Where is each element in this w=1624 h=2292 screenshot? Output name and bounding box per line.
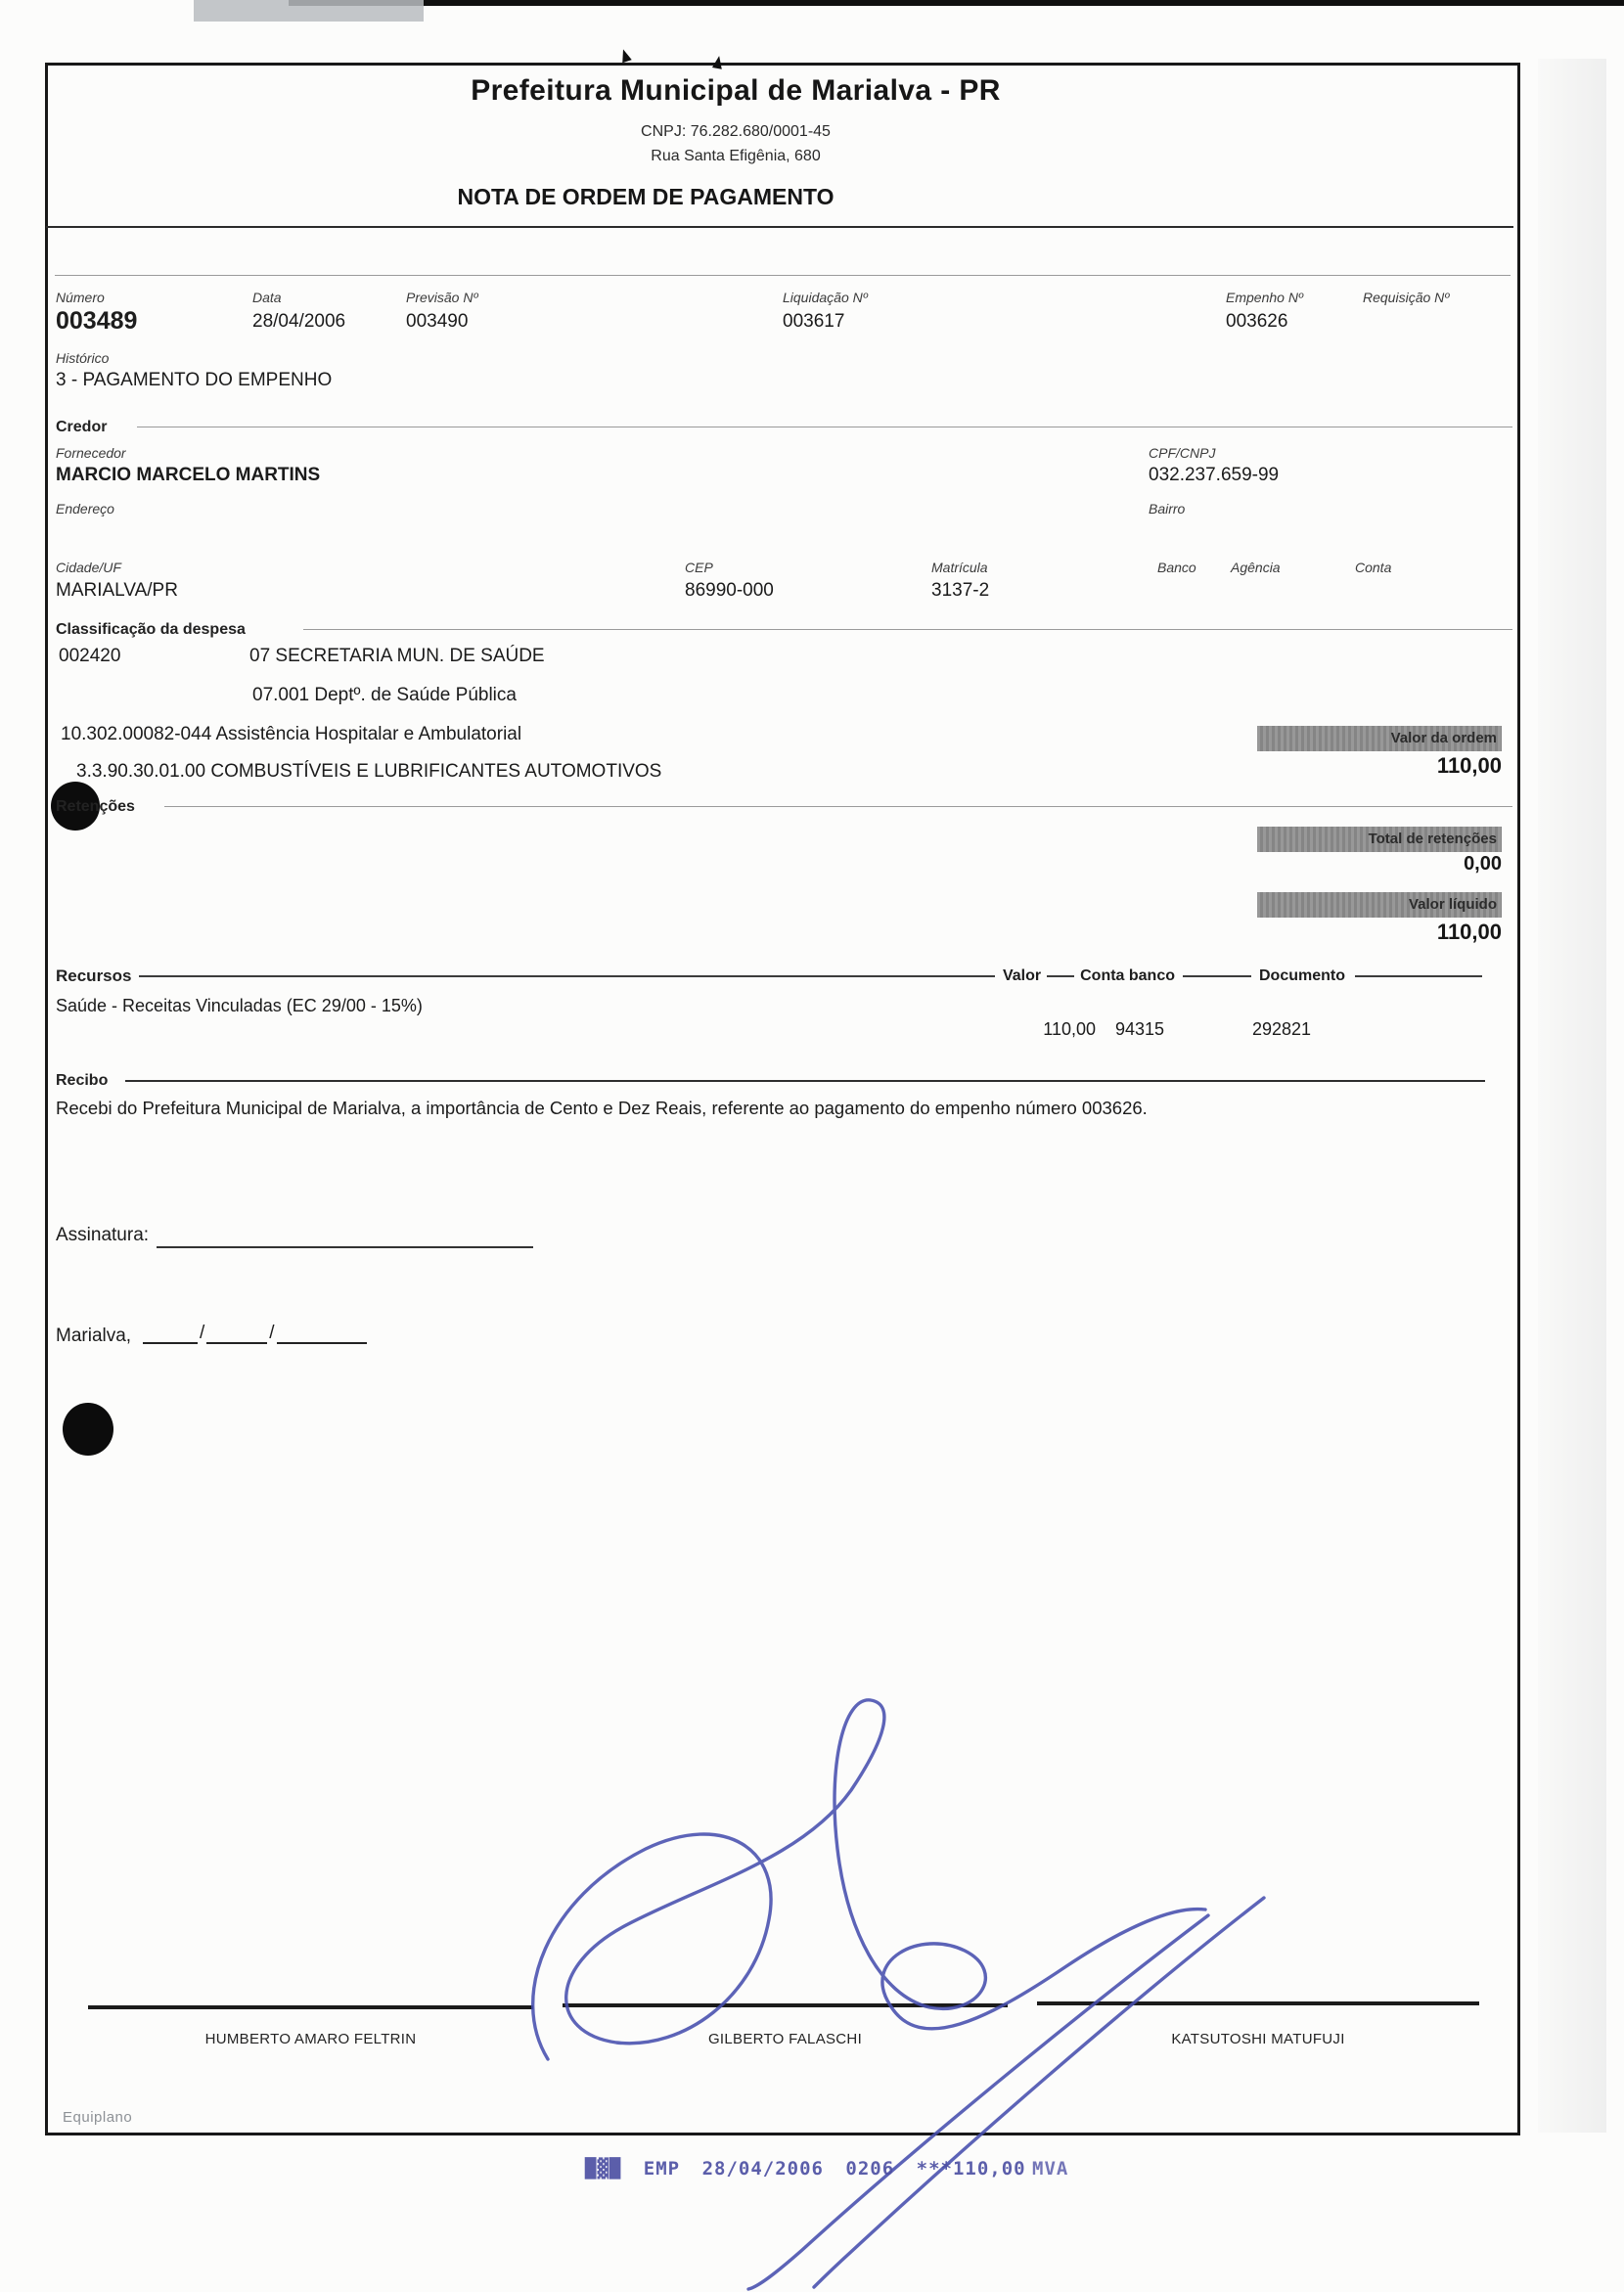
scan-shade [1538, 59, 1606, 2133]
punch-hole-icon [63, 1403, 113, 1456]
endereco-label: Endereço [56, 501, 114, 517]
signer-name-2: GILBERTO FALASCHI [707, 2031, 863, 2047]
signature-line-2 [563, 2003, 1008, 2007]
rule-segment [1355, 975, 1482, 977]
retencoes-section-label: Retenções [56, 798, 135, 815]
historico-value: 3 - PAGAMENTO DO EMPENHO [56, 370, 333, 390]
cep-label: CEP [685, 560, 713, 575]
local-label: Marialva, [56, 1326, 132, 1346]
documento-header: Documento [1259, 967, 1345, 984]
classificacao-codigo: 002420 [59, 646, 121, 666]
rule-segment [1047, 975, 1074, 977]
cidade-value: MARIALVA/PR [56, 580, 178, 601]
page-title: Prefeitura Municipal de Marialva - PR [471, 74, 1001, 107]
credor-section-label: Credor [56, 419, 108, 435]
recursos-header-row [56, 966, 1482, 986]
fornecedor-label: Fornecedor [56, 445, 126, 461]
previsao-label: Previsão Nº [406, 290, 478, 305]
data-label: Data [252, 290, 282, 305]
document-title: NOTA DE ORDEM DE PAGAMENTO [457, 184, 835, 209]
matricula-value: 3137-2 [931, 580, 990, 601]
slash: / [269, 1323, 275, 1343]
scan-edge-bar [289, 0, 1624, 6]
historico-label: Histórico [56, 350, 110, 366]
slash: / [200, 1323, 205, 1343]
blank-dia [143, 1323, 198, 1344]
numero-value: 003489 [56, 307, 138, 335]
blank-mes [206, 1323, 267, 1344]
signer-name-1: HUMBERTO AMARO FELTRIN [204, 2031, 417, 2047]
rule-segment [1183, 975, 1251, 977]
signature-line-3 [1037, 2001, 1479, 2005]
classificacao-rule [303, 629, 1512, 630]
classificacao-elemento: 3.3.90.30.01.00 COMBUSTÍVEIS E LUBRIFICANTES AUTOMOTIVOS [76, 761, 662, 782]
liquidacao-value: 003617 [783, 311, 845, 332]
liquidacao-label: Liquidação Nº [783, 290, 868, 305]
stamp-sufixo: MVA [1032, 2158, 1069, 2180]
empenho-label: Empenho Nº [1226, 290, 1304, 305]
fields-divider [55, 275, 1511, 276]
classificacao-orgao: 07 SECRETARIA MUN. DE SAÚDE [249, 646, 545, 666]
valor-liquido-value: 110,00 [1436, 920, 1502, 944]
bairro-label: Bairro [1149, 501, 1186, 517]
retencoes-rule [164, 806, 1512, 807]
valor-ordem-bar: Valor da ordem [1257, 726, 1502, 751]
machine-stamp [585, 2158, 1068, 2180]
requisicao-label: Requisição Nº [1363, 290, 1450, 305]
header-address: Rua Santa Efigênia, 680 [651, 148, 821, 164]
signature-line-1 [88, 2005, 533, 2009]
valor-liquido-bar: Valor líquido [1257, 892, 1502, 918]
recursos-section-label: Recursos [56, 966, 132, 985]
header-cnpj: CNPJ: 76.282.680/0001-45 [641, 123, 831, 140]
cpf-value: 032.237.659-99 [1149, 465, 1280, 485]
recursos-conta: 94315 [1115, 1019, 1165, 1039]
recursos-documento: 292821 [1252, 1019, 1312, 1039]
empenho-value: 003626 [1226, 311, 1288, 332]
previsao-value: 003490 [406, 311, 469, 332]
stamp-tipo: EMP [643, 2158, 681, 2180]
recibo-texto: Recebi do Prefeitura Municipal de Marialva, a importância de Cento e Dez Reais, referente ao pagamento do empenho número 003626. [56, 1098, 1148, 1118]
recursos-fonte: Saúde - Receitas Vinculadas (EC 29/00 - 15%) [56, 996, 423, 1015]
stamp-valor: ***110,00 [916, 2158, 1026, 2180]
cpf-label: CPF/CNPJ [1149, 445, 1216, 461]
header-divider [46, 226, 1513, 228]
total-retencoes-bar: Total de retenções [1257, 827, 1502, 852]
classificacao-unidade: 07.001 Deptº. de Saúde Pública [252, 685, 517, 705]
matricula-label: Matrícula [931, 560, 988, 575]
signer-name-3: KATSUTOSHI MATUFUJI [1171, 2031, 1345, 2047]
agencia-label: Agência [1231, 560, 1281, 575]
stamp-logo-icon: █▓█ [585, 2158, 622, 2180]
assinatura-label: Assinatura: [56, 1225, 150, 1245]
cep-value: 86990-000 [685, 580, 774, 601]
recibo-rule [125, 1080, 1485, 1082]
banco-label: Banco [1157, 560, 1196, 575]
stamp-data: 28/04/2006 [701, 2158, 824, 2180]
scan-gray-patch [194, 0, 424, 22]
classificacao-section-label: Classificação da despesa [56, 621, 246, 638]
classificacao-funcional: 10.302.00082-044 Assistência Hospitalar e Ambulatorial [61, 724, 522, 744]
blank-ano [277, 1323, 367, 1344]
assinatura-line [157, 1246, 533, 1248]
valor-header: Valor [1002, 967, 1042, 984]
recibo-section-label: Recibo [56, 1072, 109, 1089]
system-brand: Equiplano [63, 2109, 133, 2126]
recursos-rule [139, 975, 994, 977]
pen-mark-icon [618, 48, 632, 63]
valor-ordem-value: 110,00 [1436, 753, 1502, 778]
conta-banco-header: Conta banco [1080, 967, 1175, 984]
stamp-codigo: 0206 [845, 2158, 895, 2180]
numero-label: Número [56, 290, 105, 305]
total-retencoes-value: 0,00 [1464, 853, 1502, 875]
data-value: 28/04/2006 [252, 311, 346, 332]
fornecedor-value: MARCIO MARCELO MARTINS [56, 465, 321, 485]
recursos-valor: 110,00 [1043, 1019, 1096, 1039]
data-blanks [143, 1323, 367, 1344]
cidade-label: Cidade/UF [56, 560, 121, 575]
conta-label: Conta [1355, 560, 1392, 575]
